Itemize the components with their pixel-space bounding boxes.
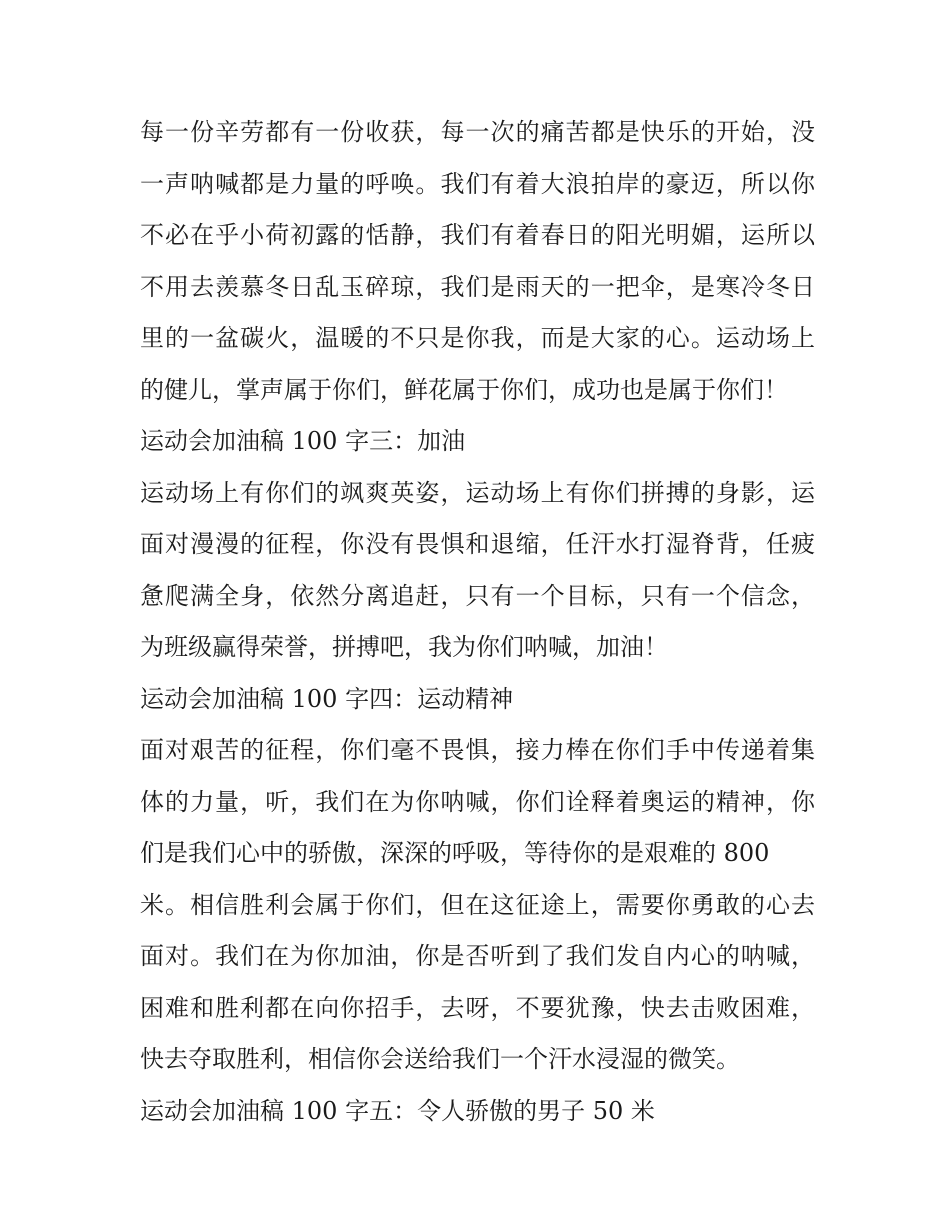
document-body [140,107,815,1137]
text-line: 体的力量，听，我们在为你呐喊，你们诠释着奥运的精神，你 [140,787,815,816]
text-line: 每一份辛劳都有一份收获，每一次的痛苦都是快乐的开始，没 [140,118,815,146]
text-line: 惫爬满全身，依然分离追赶，只有一个目标，只有一个信念， [140,581,815,610]
text-line: 不用去羡慕冬日乱玉碎琼，我们是雨天的一把伞，是寒冷冬日 [140,272,815,301]
text-line: 不必在乎小荷初露的恬静，我们有着春日的阳光明媚，运所以 [140,221,815,249]
text-line: 米。相信胜利会属于你们，但在这征途上，需要你勇敢的心去 [140,890,815,919]
text-line: 里的一盆碳火，温暖的不只是你我，而是大家的心。运动场上 [140,324,815,352]
text-line: 们是我们心中的骄傲，深深的呼吸，等待你的是艰难的 800 [140,839,770,867]
text-line: 面对漫漫的征程，你没有畏惧和退缩，任汗水打湿脊背，任疲 [140,530,815,558]
section-heading: 运动会加油稿 100 字五：令人骄傲的男子 50 米 [140,1096,655,1125]
section-heading: 运动会加油稿 100 字四：运动精神 [140,684,514,713]
text-line: 的健儿，掌声属于你们，鲜花属于你们，成功也是属于你们！ [140,375,788,404]
text-line: 一声呐喊都是力量的呼唤。我们有着大浪拍岸的豪迈，所以你 [140,169,815,198]
text-line: 困难和胜利都在向你招手，去呀，不要犹豫，快去击败困难， [140,993,815,1022]
section-heading: 运动会加油稿 100 字三：加油 [140,427,466,455]
text-line: 面对。我们在为你加油，你是否听到了我们发自内心的呐喊， [140,942,815,970]
text-line: 面对艰苦的征程，你们毫不畏惧，接力棒在你们手中传递着集 [140,736,815,764]
text-line: 为班级赢得荣誉，拼搏吧，我为你们呐喊，加油！ [140,633,668,661]
text-line: 快去夺取胜利，相信你会送给我们一个汗水浸湿的微笑。 [140,1045,740,1073]
text-line: 运动场上有你们的飒爽英姿，运动场上有你们拼搏的身影，运 [140,478,815,507]
